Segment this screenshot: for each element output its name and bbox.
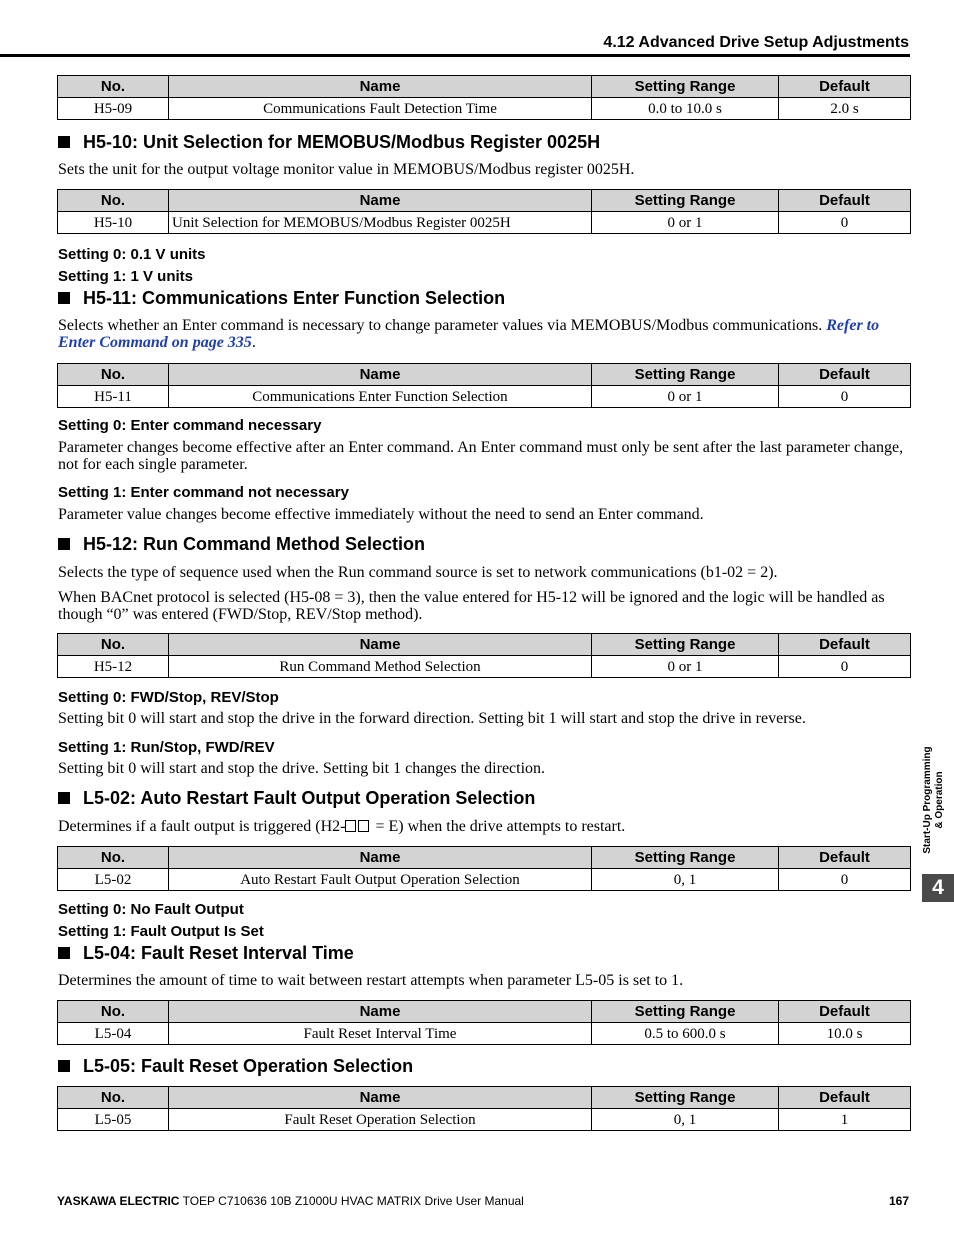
footer-company: YASKAWA ELECTRIC (57, 1194, 180, 1208)
section-heading-text: L5-05: Fault Reset Operation Selection (83, 1056, 414, 1076)
table-header-row (58, 1087, 911, 1109)
param-no: L5-04 (58, 1023, 169, 1045)
col-header-no: No. (58, 190, 169, 212)
setting-0-text: Parameter changes become effective after an Enter command. An Enter command must only be sent after the last parameter change, not for each single parameter. (58, 439, 904, 473)
section-heading-h5-10 (58, 132, 600, 153)
col-header-default: Default (779, 364, 911, 386)
col-header-name: Name (169, 634, 592, 656)
placeholder-box-icon (358, 820, 369, 832)
col-header-range: Setting Range (592, 847, 779, 869)
setting-1-text: Parameter value changes become effective immediately without the need to send an Enter command. (58, 506, 704, 523)
param-no: H5-11 (58, 386, 169, 408)
col-header-default: Default (779, 190, 911, 212)
col-header-no: No. (58, 847, 169, 869)
side-label-line-1: Start-Up Programming (922, 746, 933, 854)
placeholder-box-icon (345, 820, 356, 832)
table-header-row (58, 76, 911, 98)
param-range: 0.5 to 600.0 s (592, 1023, 779, 1045)
table-row (58, 1023, 911, 1045)
col-header-range: Setting Range (592, 1001, 779, 1023)
setting-0-label: Setting 0: 0.1 V units (58, 246, 206, 263)
param-range: 0 or 1 (592, 386, 779, 408)
desc-period: . (251, 334, 256, 351)
param-default: 0 (779, 386, 911, 408)
col-header-range: Setting Range (592, 634, 779, 656)
col-header-default: Default (779, 1001, 911, 1023)
param-table-h5-09 (57, 75, 911, 120)
param-table-h5-11 (57, 363, 911, 408)
setting-1-label: Setting 1: Fault Output Is Set (58, 923, 264, 940)
col-header-no: No. (58, 634, 169, 656)
col-header-name: Name (169, 1001, 592, 1023)
table-row (58, 656, 911, 678)
col-header-name: Name (169, 364, 592, 386)
section-desc (58, 818, 916, 835)
section-desc-2: When BACnet protocol is selected (H5-08 = 3), then the value entered for H5-12 will be ignored and the logic will be handled as though “0” was entered (FWD/Stop, REV/Stop method). (58, 589, 885, 623)
param-no: L5-05 (58, 1109, 169, 1131)
param-range: 0.0 to 10.0 s (592, 98, 779, 120)
col-header-default: Default (779, 76, 911, 98)
section-desc (58, 317, 916, 351)
param-default: 10.0 s (779, 1023, 911, 1045)
page-header-title: 4.12 Advanced Drive Setup Adjustments (603, 34, 909, 51)
param-default: 0 (779, 212, 911, 234)
section-desc: Sets the unit for the output voltage monitor value in MEMOBUS/Modbus register 0025H. (58, 161, 635, 178)
cross-reference-link[interactable]: Refer to Enter Command on page 335 (58, 317, 880, 351)
section-bullet-icon (58, 538, 70, 550)
param-default: 0 (779, 869, 911, 891)
section-heading-text: H5-10: Unit Selection for MEMOBUS/Modbus Register 0025H (83, 132, 601, 152)
param-table-h5-10 (57, 189, 911, 234)
section-desc: Determines the amount of time to wait between restart attempts when parameter L5-05 is set to 1. (58, 972, 684, 989)
param-name: Fault Reset Interval Time (169, 1023, 592, 1045)
col-header-no: No. (58, 364, 169, 386)
col-header-no: No. (58, 1087, 169, 1109)
chapter-side-label (922, 735, 950, 865)
setting-1-label: Setting 1: 1 V units (58, 268, 194, 285)
section-heading-text: L5-04: Fault Reset Interval Time (83, 943, 354, 963)
section-heading-h5-12 (58, 534, 425, 555)
param-no: H5-12 (58, 656, 169, 678)
param-name: Communications Enter Function Selection (169, 386, 592, 408)
section-heading-l5-04 (58, 943, 354, 964)
section-heading-l5-05 (58, 1056, 413, 1077)
setting-1-label: Setting 1: Run/Stop, FWD/REV (58, 739, 275, 756)
setting-0-label: Setting 0: No Fault Output (58, 901, 244, 918)
table-row (58, 1109, 911, 1131)
col-header-range: Setting Range (592, 1087, 779, 1109)
col-header-no: No. (58, 76, 169, 98)
param-name: Run Command Method Selection (169, 656, 592, 678)
param-range: 0 or 1 (592, 212, 779, 234)
chapter-tab[interactable]: 4 (922, 874, 954, 902)
page-number: 167 (888, 1194, 909, 1208)
section-bullet-icon (58, 136, 70, 148)
section-heading-text: H5-11: Communications Enter Function Selection (83, 288, 506, 308)
param-name: Auto Restart Fault Output Operation Selection (169, 869, 592, 891)
param-name: Communications Fault Detection Time (169, 98, 592, 120)
col-header-name: Name (169, 76, 592, 98)
table-header-row (58, 364, 911, 386)
desc-text: Selects whether an Enter command is necessary to change parameter values via MEMOBUS/Modbus communications. (58, 317, 823, 334)
section-bullet-icon (58, 947, 70, 959)
section-bullet-icon (58, 1060, 70, 1072)
param-default: 2.0 s (779, 98, 911, 120)
param-table-h5-12 (57, 633, 911, 678)
col-header-name: Name (169, 1087, 592, 1109)
col-header-name: Name (169, 190, 592, 212)
param-no: H5-09 (58, 98, 169, 120)
param-table-l5-05 (57, 1086, 911, 1131)
setting-1-label: Setting 1: Enter command not necessary (58, 484, 349, 501)
section-bullet-icon (58, 292, 70, 304)
param-default: 1 (779, 1109, 911, 1131)
param-range: 0, 1 (592, 869, 779, 891)
col-header-default: Default (779, 1087, 911, 1109)
table-row (58, 98, 911, 120)
setting-0-label: Setting 0: FWD/Stop, REV/Stop (58, 689, 279, 706)
section-heading-h5-11 (58, 288, 505, 309)
table-row (58, 212, 911, 234)
footer-doc-title: TOEP C710636 10B Z1000U HVAC MATRIX Drive User Manual (179, 1194, 524, 1208)
param-no: H5-10 (58, 212, 169, 234)
col-header-no: No. (58, 1001, 169, 1023)
param-table-l5-02 (57, 846, 911, 891)
desc-text-post: = E) when the drive attempts to restart. (371, 818, 626, 835)
table-row (58, 869, 911, 891)
header-rule (0, 54, 910, 57)
table-header-row (58, 847, 911, 869)
table-row (58, 386, 911, 408)
footer-doc-info (57, 1194, 524, 1208)
param-default: 0 (779, 656, 911, 678)
param-name: Unit Selection for MEMOBUS/Modbus Register 0025H (169, 212, 592, 234)
setting-0-label: Setting 0: Enter command necessary (58, 417, 322, 434)
param-no: L5-02 (58, 869, 169, 891)
table-header-row (58, 634, 911, 656)
section-desc: Selects the type of sequence used when the Run command source is set to network communications (b1-02 = 2). (58, 564, 778, 581)
section-heading-text: L5-02: Auto Restart Fault Output Operation Selection (83, 788, 536, 808)
param-table-l5-04 (57, 1000, 911, 1045)
col-header-default: Default (779, 847, 911, 869)
section-heading-text: H5-12: Run Command Method Selection (83, 534, 426, 554)
table-header-row (58, 1001, 911, 1023)
section-heading-l5-02 (58, 788, 535, 809)
param-name: Fault Reset Operation Selection (169, 1109, 592, 1131)
side-label-line-2: & Operation (934, 771, 945, 829)
setting-1-text: Setting bit 0 will start and stop the drive. Setting bit 1 changes the direction. (58, 760, 546, 777)
setting-0-text: Setting bit 0 will start and stop the drive in the forward direction. Setting bit 1 will start and stop the drive in reverse. (58, 710, 806, 727)
param-range: 0, 1 (592, 1109, 779, 1131)
table-header-row (58, 190, 911, 212)
section-bullet-icon (58, 792, 70, 804)
col-header-range: Setting Range (592, 364, 779, 386)
col-header-default: Default (779, 634, 911, 656)
desc-text-pre: Determines if a fault output is triggered (H2- (58, 818, 346, 835)
col-header-name: Name (169, 847, 592, 869)
col-header-range: Setting Range (592, 76, 779, 98)
param-range: 0 or 1 (592, 656, 779, 678)
col-header-range: Setting Range (592, 190, 779, 212)
